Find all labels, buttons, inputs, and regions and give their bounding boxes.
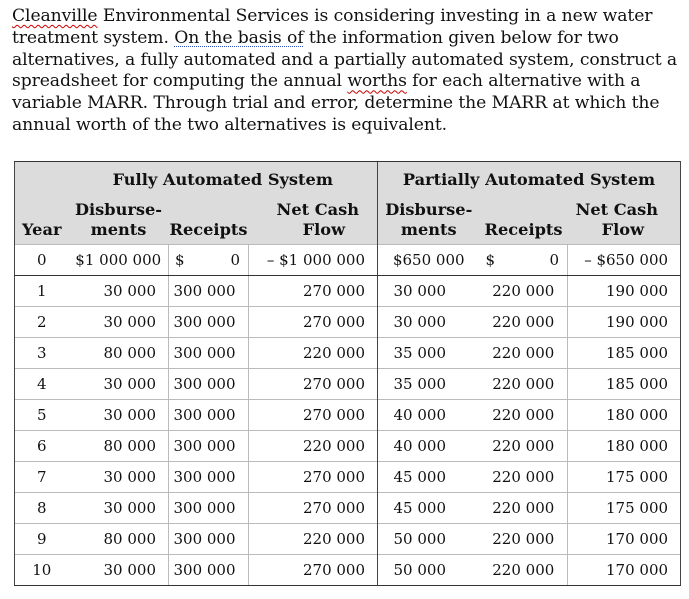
cell-value: 0 [549,251,560,269]
col-fa-receipts: Receipts [169,196,249,245]
fa-receipts-cell: 300 000 [169,307,249,338]
pa-net-cash-flow-cell: 185 000 [568,338,681,369]
fa-disbursement-cell: 80 000 [69,524,169,555]
problem-statement [12,6,682,137]
group-partially-automated: Partially Automated System [378,162,681,197]
pa-net-cash-flow-cell: 175 000 [568,462,681,493]
fa-net-cash-flow-cell: 220 000 [249,524,378,555]
pa-disbursement-cell: 30 000 [378,276,480,307]
pa-disbursement-cell: 40 000 [378,400,480,431]
pa-disbursement-cell: 30 000 [378,307,480,338]
pa-disbursement-cell: 35 000 [378,338,480,369]
year-cell: 10 [15,555,69,586]
pa-disbursement-cell: 45 000 [378,493,480,524]
table-row [15,276,681,307]
header-text: Disburse- [385,200,473,219]
group-fully-automated: Fully Automated System [69,162,378,197]
year-cell: 8 [15,493,69,524]
pa-receipts-cell [480,245,568,276]
year-cell: 6 [15,431,69,462]
cash-flow-table [14,161,681,586]
fa-disbursement-cell: 80 000 [69,431,169,462]
header-text: ments [400,220,457,239]
pa-net-cash-flow-cell: 175 000 [568,493,681,524]
fa-net-cash-flow-cell: 270 000 [249,462,378,493]
pa-disbursement-cell: 40 000 [378,431,480,462]
col-pa-disbursements [378,196,480,245]
fa-disbursement-cell: 30 000 [69,276,169,307]
fa-disbursement-cell: 30 000 [69,307,169,338]
currency-symbol: $ [175,251,185,269]
table-row [15,431,681,462]
year-cell: 9 [15,524,69,555]
table-column-header [15,196,681,245]
pa-net-cash-flow-cell: 180 000 [568,400,681,431]
fa-receipts-cell: 300 000 [169,524,249,555]
pa-net-cash-flow-cell: – $650 000 [568,245,681,276]
fa-disbursement-cell: $1 000 000 [69,245,169,276]
table-row [15,338,681,369]
pa-receipts-cell: 220 000 [480,524,568,555]
fa-disbursement-cell: 30 000 [69,555,169,586]
table-row [15,462,681,493]
col-pa-net-cash-flow [568,196,681,245]
fa-disbursement-cell: 30 000 [69,493,169,524]
pa-disbursement-cell: 50 000 [378,524,480,555]
pa-net-cash-flow-cell: 190 000 [568,276,681,307]
pa-receipts-cell: 220 000 [480,462,568,493]
problem-text: for each alternative with a variable MARR. Through trial and error, determine the MARR at which the annual worth of the two alternatives is equivalent. [12,71,660,135]
fa-receipts-cell: 300 000 [169,369,249,400]
fa-receipts-cell: 300 000 [169,462,249,493]
header-text: Flow [302,220,346,239]
fa-receipts-cell: 300 000 [169,555,249,586]
pa-receipts-cell: 220 000 [480,307,568,338]
year-cell: 4 [15,369,69,400]
header-text: Net Cash [575,200,659,219]
fa-net-cash-flow-cell: 270 000 [249,555,378,586]
fa-net-cash-flow-cell: 220 000 [249,431,378,462]
header-text: Flow [601,220,645,239]
fa-receipts-cell: 300 000 [169,276,249,307]
table-row [15,245,681,276]
fa-receipts-cell [169,245,249,276]
pa-receipts-cell: 220 000 [480,276,568,307]
pa-disbursement-cell: $650 000 [378,245,480,276]
pa-receipts-cell: 220 000 [480,431,568,462]
year-cell: 2 [15,307,69,338]
year-cell: 5 [15,400,69,431]
col-fa-disbursements [69,196,169,245]
year-cell: 3 [15,338,69,369]
year-cell: 0 [15,245,69,276]
col-fa-net-cash-flow [249,196,378,245]
fa-net-cash-flow-cell: 270 000 [249,276,378,307]
pa-net-cash-flow-cell: 185 000 [568,369,681,400]
problem-text: the information given below for two alternatives, a fully automated and a partially automated system, construct a spreadsheet for computing the annual [12,27,678,92]
table-row [15,555,681,586]
table-row [15,307,681,338]
fa-receipts-cell: 300 000 [169,431,249,462]
fa-net-cash-flow-cell: 270 000 [249,400,378,431]
pa-receipts-cell: 220 000 [480,369,568,400]
fa-receipts-cell: 300 000 [169,400,249,431]
pa-disbursement-cell: 50 000 [378,555,480,586]
currency-symbol: $ [485,251,496,269]
col-year: Year [15,196,69,245]
fa-disbursement-cell: 30 000 [69,369,169,400]
misspelled-word: Cleanville [12,6,98,26]
fa-receipts-cell: 300 000 [169,338,249,369]
grammar-flagged-phrase: On the basis of [174,27,304,48]
pa-disbursement-cell: 45 000 [378,462,480,493]
pa-net-cash-flow-cell: 190 000 [568,307,681,338]
pa-receipts-cell: 220 000 [480,555,568,586]
fa-receipts-cell: 300 000 [169,493,249,524]
fa-disbursement-cell: 30 000 [69,462,169,493]
pa-disbursement-cell: 35 000 [378,369,480,400]
header-text: ments [90,220,147,239]
table-row [15,524,681,555]
pa-net-cash-flow-cell: 170 000 [568,555,681,586]
fa-net-cash-flow-cell: 220 000 [249,338,378,369]
fa-net-cash-flow-cell: 270 000 [249,307,378,338]
year-cell: 1 [15,276,69,307]
table-row [15,493,681,524]
fa-net-cash-flow-cell: 270 000 [249,369,378,400]
fa-net-cash-flow-cell: 270 000 [249,493,378,524]
pa-receipts-cell: 220 000 [480,493,568,524]
header-text: Disburse- [74,200,163,219]
misspelled-word: worths [347,71,407,92]
problem-text: Environmental Services is considering investing in a new water treatment system. [12,6,653,48]
table-group-header [15,162,681,197]
table-row [15,400,681,431]
pa-receipts-cell: 220 000 [480,400,568,431]
fa-disbursement-cell: 80 000 [69,338,169,369]
table-row [15,369,681,400]
header-text: Net Cash [276,200,360,219]
year-cell: 7 [15,462,69,493]
pa-net-cash-flow-cell: 170 000 [568,524,681,555]
pa-net-cash-flow-cell: 180 000 [568,431,681,462]
cell-value: 0 [230,251,240,269]
fa-disbursement-cell: 30 000 [69,400,169,431]
fa-net-cash-flow-cell: – $1 000 000 [249,245,378,276]
col-pa-receipts: Receipts [480,196,568,245]
pa-receipts-cell: 220 000 [480,338,568,369]
